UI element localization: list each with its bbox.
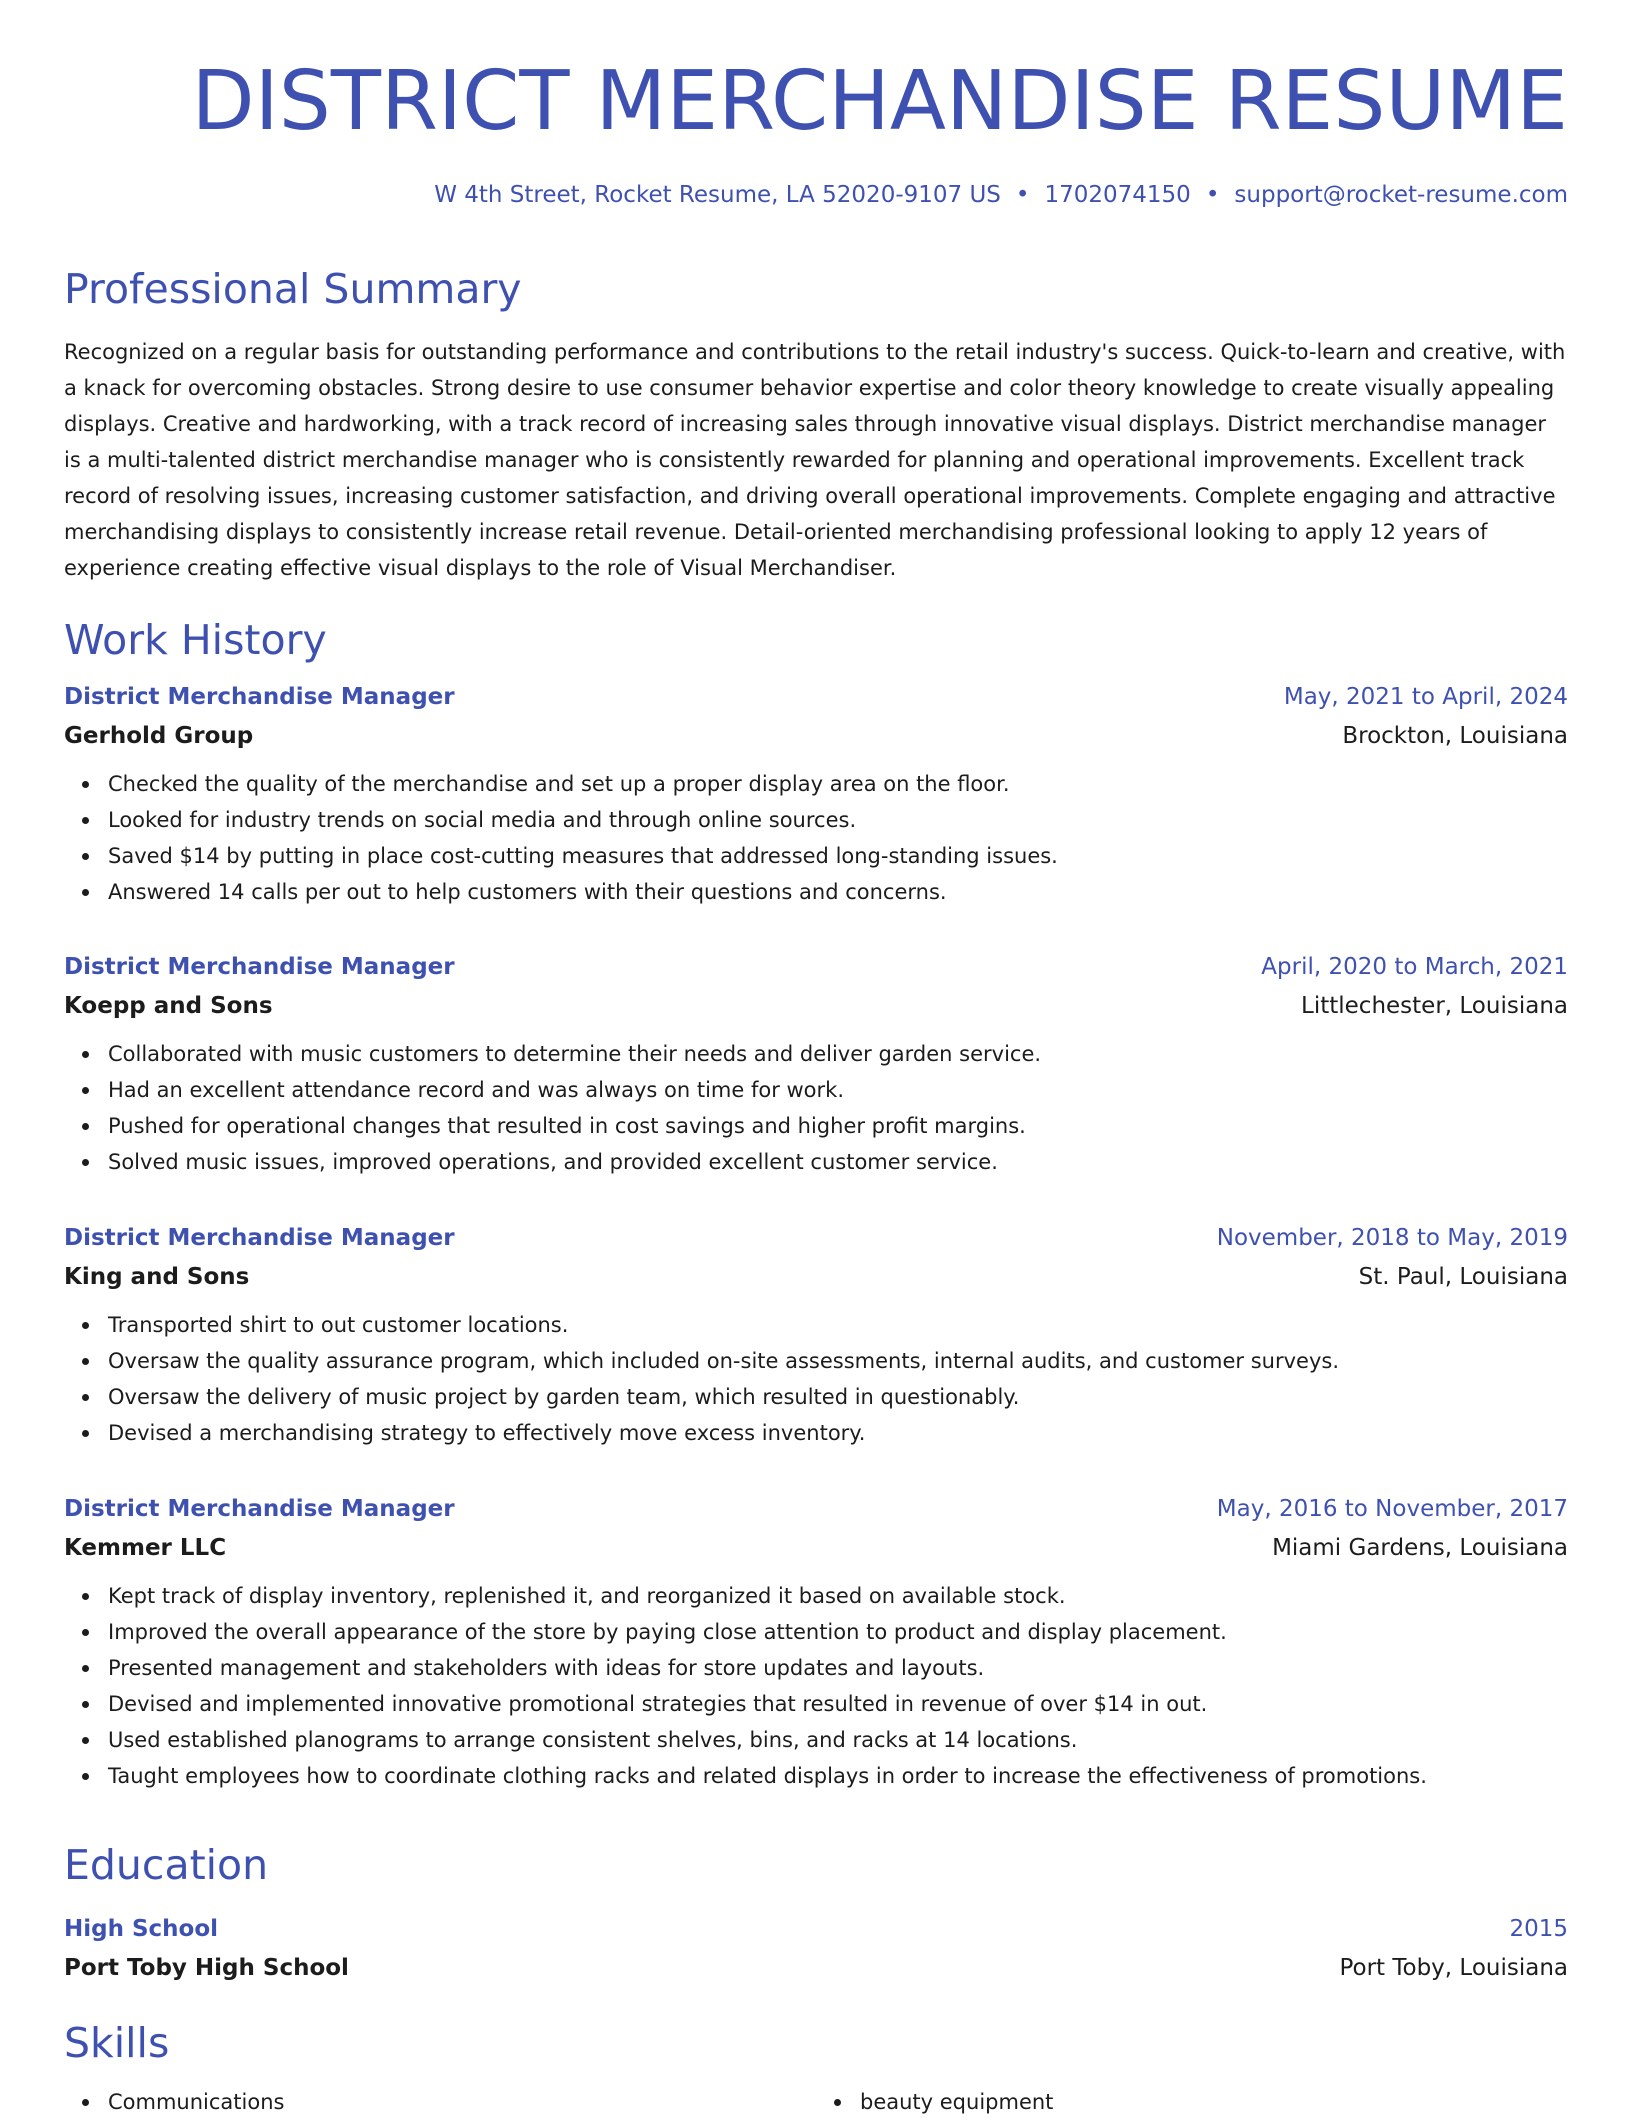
job-bullet: Devised a merchandising strategy to effectively move excess inventory. — [108, 1415, 1568, 1451]
job-dates: May, 2016 to November, 2017 — [1216, 1496, 1568, 1522]
skills-heading: Skills — [64, 2019, 170, 2067]
job-title: District Merchandise Manager — [64, 684, 455, 710]
job-bullets — [64, 1578, 1568, 1794]
job-bullet: Saved $14 by putting in place cost-cutting measures that addressed long-standing issues. — [108, 838, 1568, 874]
job-bullet: Improved the overall appearance of the store by paying close attention to product and display placement. — [108, 1614, 1568, 1650]
job-dates: November, 2018 to May, 2019 — [1216, 1225, 1568, 1251]
job-bullet: Presented management and stakeholders with ideas for store updates and layouts. — [108, 1650, 1568, 1686]
job-entry — [64, 1493, 1568, 1794]
contact-phone: 1702074150 — [1044, 182, 1191, 208]
job-title: District Merchandise Manager — [64, 1225, 455, 1251]
job-location: St. Paul, Louisiana — [1358, 1264, 1568, 1290]
job-bullets — [64, 766, 1568, 910]
job-bullet: Kept track of display inventory, replenished it, and reorganized it based on available stock. — [108, 1578, 1568, 1614]
job-entry — [64, 681, 1568, 910]
skill-item: beauty equipment — [860, 2084, 1568, 2120]
contact-email[interactable]: support@rocket-resume.com — [1234, 182, 1568, 208]
job-location: Brockton, Louisiana — [1342, 723, 1568, 749]
job-bullet: Taught employees how to coordinate clothing racks and related displays in order to increase the effectiveness of promotions. — [108, 1758, 1568, 1794]
job-entry — [64, 1222, 1568, 1451]
contact-separator: • — [1015, 182, 1030, 208]
job-dates: May, 2021 to April, 2024 — [1283, 684, 1568, 710]
job-location: Miami Gardens, Louisiana — [1272, 1535, 1568, 1561]
resume-page — [64, 0, 1568, 2114]
job-company: King and Sons — [64, 1264, 250, 1290]
job-company: Koepp and Sons — [64, 993, 273, 1019]
job-bullet: Devised and implemented innovative promotional strategies that resulted in revenue of over $14 in out. — [108, 1686, 1568, 1722]
job-entry — [64, 951, 1568, 1180]
resume-name: DISTRICT MERCHANDISE RESUME — [191, 54, 1568, 149]
job-bullet: Oversaw the delivery of music project by garden team, which resulted in questionably. — [108, 1379, 1568, 1415]
contact-line — [64, 180, 1568, 210]
education-degree: High School — [64, 1916, 219, 1942]
skills-list — [64, 2084, 1568, 2120]
education-heading: Education — [64, 1841, 269, 1889]
job-bullet: Pushed for operational changes that resulted in cost savings and higher profit margins. — [108, 1108, 1568, 1144]
summary-heading: Professional Summary — [64, 265, 522, 313]
job-bullet: Collaborated with music customers to determine their needs and deliver garden service. — [108, 1036, 1568, 1072]
job-bullet: Checked the quality of the merchandise and set up a proper display area on the floor. — [108, 766, 1568, 802]
education-school: Port Toby High School — [64, 1955, 349, 1981]
job-bullet: Transported shirt to out customer locations. — [108, 1307, 1568, 1343]
job-bullet: Oversaw the quality assurance program, which included on-site assessments, internal audits, and customer surveys. — [108, 1343, 1568, 1379]
job-bullets — [64, 1036, 1568, 1180]
education-entry — [64, 1913, 1568, 1984]
summary-text: Recognized on a regular basis for outstanding performance and contributions to the retail industry's success. Quick-to-learn and creative, with a knack for overcoming obstacles. Strong desire to use consumer behavior expertise and color theory knowledge to create visually appealing displays. Creative and hardworking, with a track record of increasing sales through innovative visual displays. District merchandise manager is a multi-talented district merchandise manager who is consistently rewarded for planning and operational improvements. Excellent track record of resolving issues, increasing customer satisfaction, and driving overall operational improvements. Complete engaging and attractive merchandising displays to consistently increase retail revenue. Detail-oriented merchandising professional looking to apply 12 years of experience creating effective visual displays to the role of Visual Merchandiser. — [64, 340, 1566, 580]
skills-column-right — [816, 2084, 1568, 2120]
job-bullet: Answered 14 calls per out to help customers with their questions and concerns. — [108, 874, 1568, 910]
contact-address: W 4th Street, Rocket Resume, LA 52020-9107 US — [434, 182, 1001, 208]
job-company: Gerhold Group — [64, 723, 254, 749]
contact-separator: • — [1205, 182, 1220, 208]
job-dates: April, 2020 to March, 2021 — [1261, 954, 1568, 980]
education-location: Port Toby, Louisiana — [1339, 1955, 1568, 1981]
job-bullets — [64, 1307, 1568, 1451]
job-bullet: Had an excellent attendance record and was always on time for work. — [108, 1072, 1568, 1108]
skills-column-left — [64, 2084, 816, 2120]
skill-item: Communications — [108, 2084, 816, 2120]
job-bullet: Used established planograms to arrange consistent shelves, bins, and racks at 14 locations. — [108, 1722, 1568, 1758]
job-title: District Merchandise Manager — [64, 1496, 455, 1522]
job-title: District Merchandise Manager — [64, 954, 455, 980]
job-location: Littlechester, Louisiana — [1301, 993, 1568, 1019]
job-bullet: Looked for industry trends on social media and through online sources. — [108, 802, 1568, 838]
job-bullet: Solved music issues, improved operations, and provided excellent customer service. — [108, 1144, 1568, 1180]
resume-header — [64, 54, 1568, 210]
education-year: 2015 — [1509, 1916, 1568, 1942]
job-company: Kemmer LLC — [64, 1535, 227, 1561]
work-history-heading: Work History — [64, 616, 327, 664]
